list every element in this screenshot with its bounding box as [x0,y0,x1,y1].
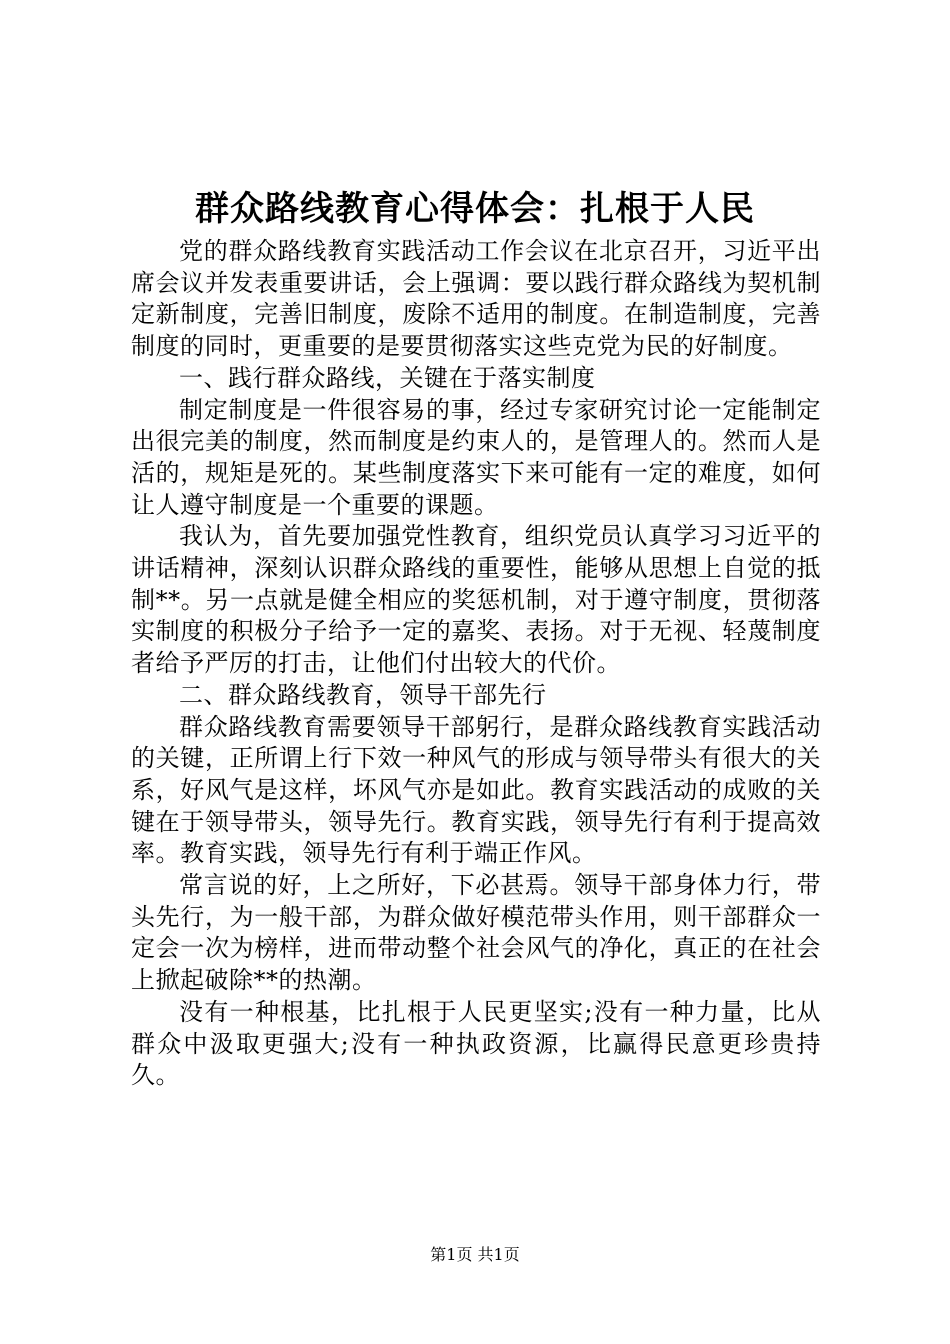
section-heading-2: 二、群众路线教育，领导干部先行 [179,680,547,709]
document-body [131,236,821,1092]
paragraph-1: 制定制度是一件很容易的事，经过专家研究讨论一定能制定出很完美的制度，然而制度是约束人的，是管理人的。然而人是活的，规矩是死的。某些制度落实下来可能有一定的难度，如何让人遵守制度是一个重要的课题。 [131,395,821,519]
paragraph-3: 群众路线教育需要领导干部躬行，是群众路线教育实践活动的关键，正所谓上行下效一种风气的形成与领导带头有很大的关系，好风气是这样，坏风气亦是如此。教育实践活动的成败的关键在于领导带头，领导先行。教育实践，领导先行有利于提高效率。教育实践，领导先行有利于端正作风。 [131,712,821,868]
section-heading-1: 一、践行群众路线，关键在于落实制度 [179,363,596,392]
document-title: 群众路线教育心得体会：扎根于人民 [195,189,755,229]
paragraph-2: 我认为，首先要加强党性教育，组织党员认真学习习近平的讲话精神，深刻认识群众路线的重要性，能够从思想上自觉的抵制**。另一点就是健全相应的奖惩机制，对于遵守制度，贯彻落实制度的积极分子给予一定的嘉奖、表扬。对于无视、轻蔑制度者给予严厉的打击，让他们付出较大的代价。 [131,522,821,678]
paragraph-intro: 党的群众路线教育实践活动工作会议在北京召开，习近平出席会议并发表重要讲话，会上强调：要以践行群众路线为契机制定新制度，完善旧制度，废除不适用的制度。在制造制度，完善制度的同时，更重要的是要贯彻落实这些克党为民的好制度。 [131,237,821,361]
paragraph-conclusion: 没有一种根基，比扎根于人民更坚实;没有一种力量，比从群众中汲取更强大;没有一种执政资源，比赢得民意更珍贵持久。 [131,997,821,1090]
paragraph-4: 常言说的好，上之所好，下必甚焉。领导干部身体力行，带头先行，为一般干部，为群众做好模范带头作用，则干部群众一定会一次为榜样，进而带动整个社会风气的净化，真正的在社会上掀起破除**的热潮。 [131,871,821,995]
page-footer: 第1页 共1页 [430,1245,520,1264]
